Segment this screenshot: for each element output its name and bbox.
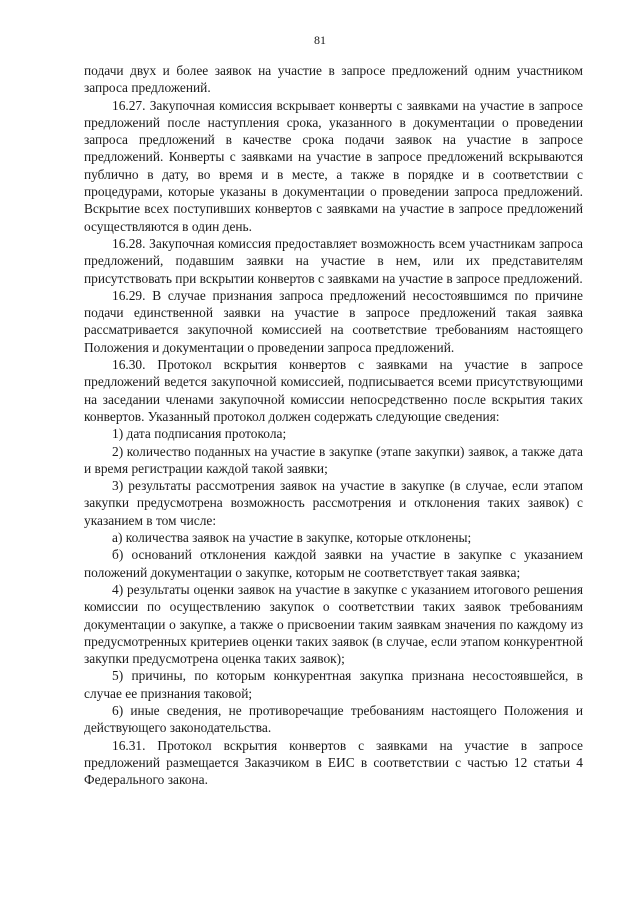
paragraph-16-27: 16.27. Закупочная комиссия вскрывает конверты с заявками на участие в запросе предложений после наступления срока, указанного в документации о проведении запроса предложений в качестве срока подачи заявок на участие в запросе предложений. Конверты с заявками на участие в запросе предложений вскрываются публично в дату, во время и в месте, а также в порядке и в соответствии с процедурами, которые указаны в документации о проведении запроса предложений. Вскрытие всех поступивших конвертов с заявками на участие в запросе предложений осуществляются в один день.	[84, 97, 583, 234]
paragraph-16-28: 16.28. Закупочная комиссия предоставляет возможность всем участникам запроса предложений, подавшим заявки на участие в нем, или их представителям присутствовать при вскрытии конвертов с заявками на участие в запросе предложений.	[84, 235, 583, 286]
list-item-2: 2) количество поданных на участие в закупке (этапе закупки) заявок, а также дата и время регистрации каждой такой заявки;	[84, 443, 583, 476]
list-item-1: 1) дата подписания протокола;	[112, 426, 287, 442]
document-body	[84, 62, 583, 788]
paragraph-continuation: подачи двух и более заявок на участие в запросе предложений одним участником запроса предложений.	[84, 63, 583, 96]
list-item-4: 4) результаты оценки заявок на участие в закупке с указанием итогового решения комиссии по осуществлению закупок о соответствии таких заявок требованиям документации о закупке, а также о присвоении таким заявкам значения по каждому из предусмотренных критериев оценки таких заявок (в случае, если этапом конкурентной закупки предусмотрена оценка таких заявок);	[84, 581, 583, 667]
list-item-6: 6) иные сведения, не противоречащие требованиям настоящего Положения и действующего законодательства.	[84, 702, 583, 736]
page-number: 81	[314, 33, 326, 47]
list-item-5: 5) причины, по которым конкурентная закупка признана несостоявшейся, в случае ее признания таковой;	[84, 668, 583, 701]
paragraph-16-29: 16.29. В случае признания запроса предложений несостоявшимся по причине подачи единственной заявки на участие в запросе предложений такая заявка рассматривается закупочной комиссией на соответствие требованиям настоящего Положения и документации о проведении запроса предложений.	[84, 287, 583, 355]
list-item-3a: а) количества заявок на участие в закупке, которые отклонены;	[112, 530, 472, 546]
paragraph-16-30: 16.30. Протокол вскрытия конвертов с заявками на участие в запросе предложений ведется закупочной комиссией, подписывается всеми присутствующими на заседании членами закупочной комиссии непосредственно после вскрытия таких конвертов. Указанный протокол должен содержать следующие сведения:	[84, 357, 583, 424]
paragraph-16-31: 16.31. Протокол вскрытия конвертов с заявками на участие в запросе предложений размещается Заказчиком в ЕИС в соответствии с частью 12 статьи 4 Федерального закона.	[84, 737, 583, 788]
list-item-3: 3) результаты рассмотрения заявок на участие в закупке (в случае, если этапом закупки предусмотрена возможность рассмотрения и отклонения таких заявок) с указанием в том числе:	[84, 478, 583, 528]
list-item-3b: б) оснований отклонения каждой заявки на участие в закупке с указанием положений документации о закупке, которым не соответствует такая заявка;	[84, 547, 583, 580]
